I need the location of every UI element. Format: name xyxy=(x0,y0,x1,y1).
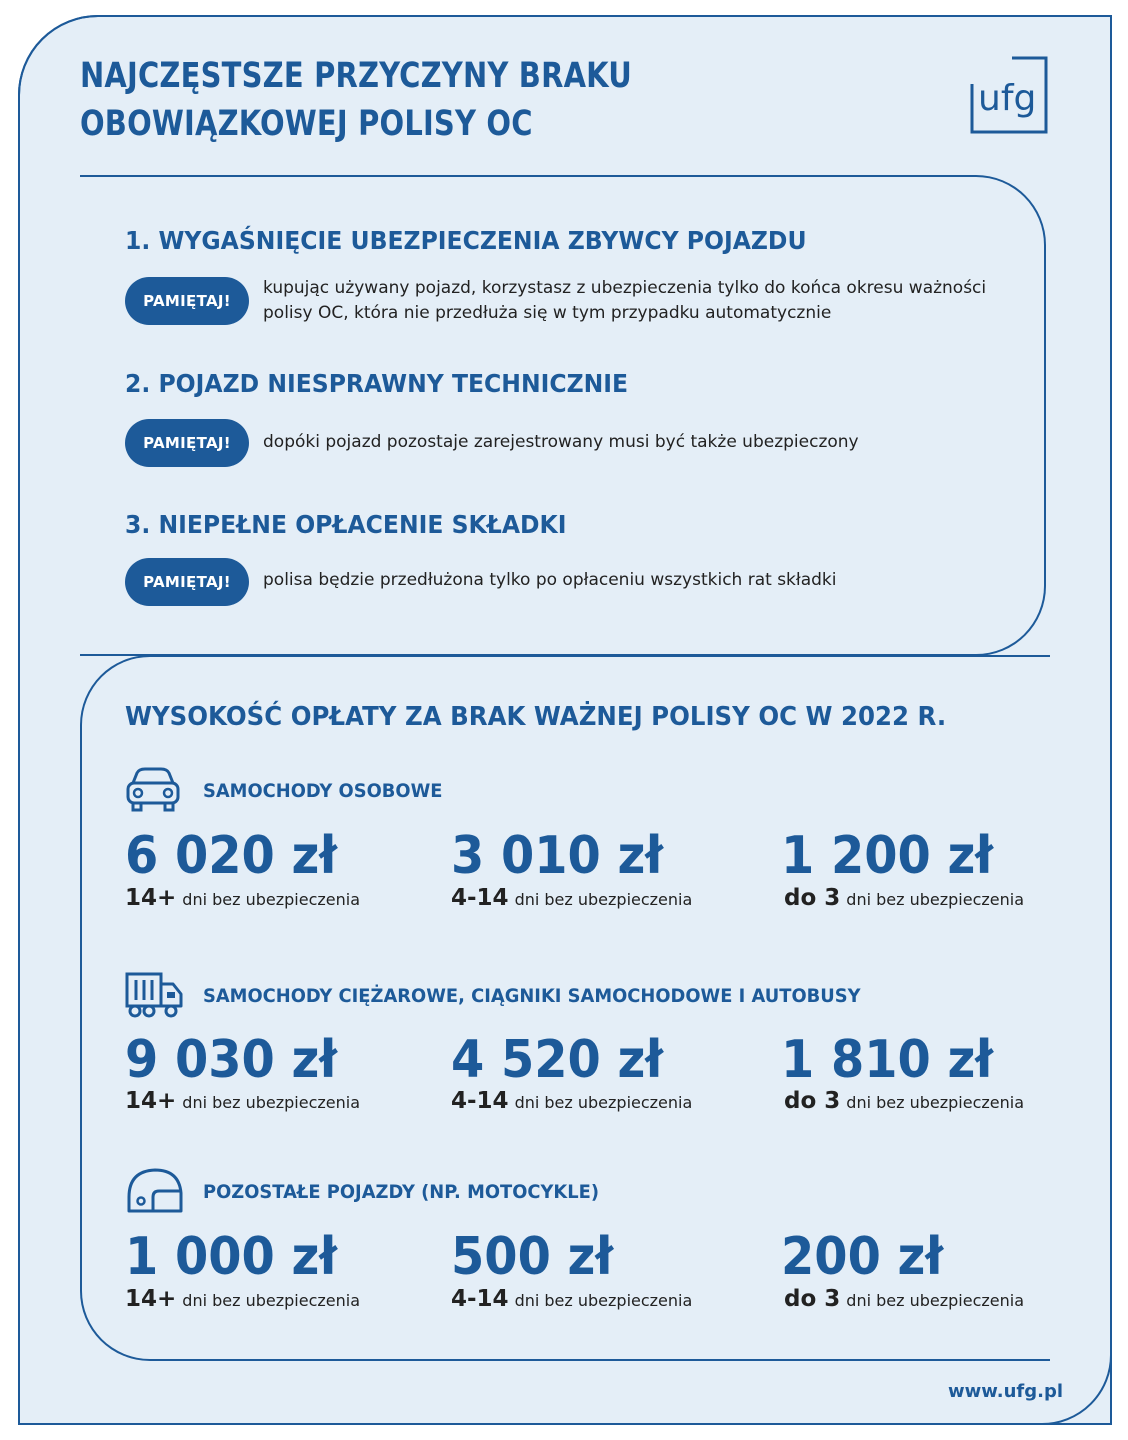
category-other-label: POZOSTAŁE POJAZDY (NP. MOTOCYKLE) xyxy=(203,1181,600,1203)
fee-period xyxy=(451,1088,692,1116)
reason-2-badge: PAMIĘTAJ! xyxy=(125,419,249,467)
reason-3-heading: 3. NIEPEŁNE OPŁACENIE SKŁADKI xyxy=(125,510,567,539)
fee-period xyxy=(125,1286,360,1314)
fee-period-text: dni bez ubezpieczenia xyxy=(182,1093,361,1112)
fee-period xyxy=(125,1088,360,1116)
truck-icon xyxy=(125,970,183,1018)
fee-amount: 1 200 zł xyxy=(781,826,994,886)
page-title-line-1: NAJCZĘSTSZE PRZYCZYNY BRAKU xyxy=(80,56,632,96)
fee-period-value: do 3 xyxy=(784,1088,841,1114)
ufg-logo xyxy=(970,56,1048,134)
fees-heading: WYSOKOŚĆ OPŁATY ZA BRAK WAŻNEJ POLISY OC W 2022 R. xyxy=(125,702,947,732)
fee-period-value: 14+ xyxy=(125,885,177,911)
reason-2-note: dopóki pojazd pozostaje zarejestrowany musi być także ubezpieczony xyxy=(263,432,859,452)
fee-period-value: 14+ xyxy=(125,1286,177,1312)
fee-amount: 4 520 zł xyxy=(451,1030,664,1090)
reason-3-note: polisa będzie przedłużona tylko po opłaceniu wszystkich rat składki xyxy=(263,570,837,590)
fee-amount: 9 030 zł xyxy=(125,1030,338,1090)
fee-amount: 500 zł xyxy=(451,1227,614,1287)
fee-period-text: dni bez ubezpieczenia xyxy=(846,890,1025,909)
fee-amount: 3 010 zł xyxy=(451,826,664,886)
fee-amount: 6 020 zł xyxy=(125,826,338,886)
fee-amount: 1 000 zł xyxy=(125,1227,338,1287)
helmet-icon xyxy=(125,1167,183,1215)
fee-period-value: 14+ xyxy=(125,1088,177,1114)
logo-text: ufg xyxy=(978,78,1037,119)
fee-period-text: dni bez ubezpieczenia xyxy=(514,1093,693,1112)
fee-period-value: 4-14 xyxy=(451,885,509,911)
fee-period xyxy=(784,1088,1024,1116)
fee-period-value: 4-14 xyxy=(451,1286,509,1312)
fee-period-text: dni bez ubezpieczenia xyxy=(514,890,693,909)
car-icon xyxy=(125,767,181,813)
reason-1-badge: PAMIĘTAJ! xyxy=(125,277,249,325)
category-trucks-label: SAMOCHODY CIĘŻAROWE, CIĄGNIKI SAMOCHODOWE I AUTOBUSY xyxy=(203,985,861,1007)
reason-1-note: kupując używany pojazd, korzystasz z ubezpieczenia tylko do końca okresu ważności polisy OC, która nie przedłuża się w tym przypadku automatycznie xyxy=(263,278,987,323)
fee-period xyxy=(784,885,1024,913)
page-title xyxy=(80,52,632,148)
category-cars-label: SAMOCHODY OSOBOWE xyxy=(203,780,443,802)
reason-2-heading: 2. POJAZD NIESPRAWNY TECHNICZNIE xyxy=(125,369,629,398)
fee-period xyxy=(451,1286,692,1314)
fee-period-value: 4-14 xyxy=(451,1088,509,1114)
fee-period xyxy=(784,1286,1024,1314)
fee-period-text: dni bez ubezpieczenia xyxy=(182,890,361,909)
fee-period-value: do 3 xyxy=(784,885,841,911)
fee-period-text: dni bez ubezpieczenia xyxy=(846,1291,1025,1310)
fee-amount: 1 810 zł xyxy=(781,1030,994,1090)
fee-period-text: dni bez ubezpieczenia xyxy=(182,1291,361,1310)
reason-3-badge: PAMIĘTAJ! xyxy=(125,558,249,606)
fee-period-value: do 3 xyxy=(784,1286,841,1312)
fee-amount: 200 zł xyxy=(781,1227,944,1287)
footer-url[interactable]: www.ufg.pl xyxy=(948,1381,1063,1402)
page-title-line-2: OBOWIĄZKOWEJ POLISY OC xyxy=(80,104,533,144)
fee-period xyxy=(451,885,692,913)
fee-period-text: dni bez ubezpieczenia xyxy=(846,1093,1025,1112)
fee-period xyxy=(125,885,360,913)
fee-period-text: dni bez ubezpieczenia xyxy=(514,1291,693,1310)
reason-1-heading: 1. WYGAŚNIĘCIE UBEZPIECZENIA ZBYWCY POJAZDU xyxy=(125,226,807,255)
